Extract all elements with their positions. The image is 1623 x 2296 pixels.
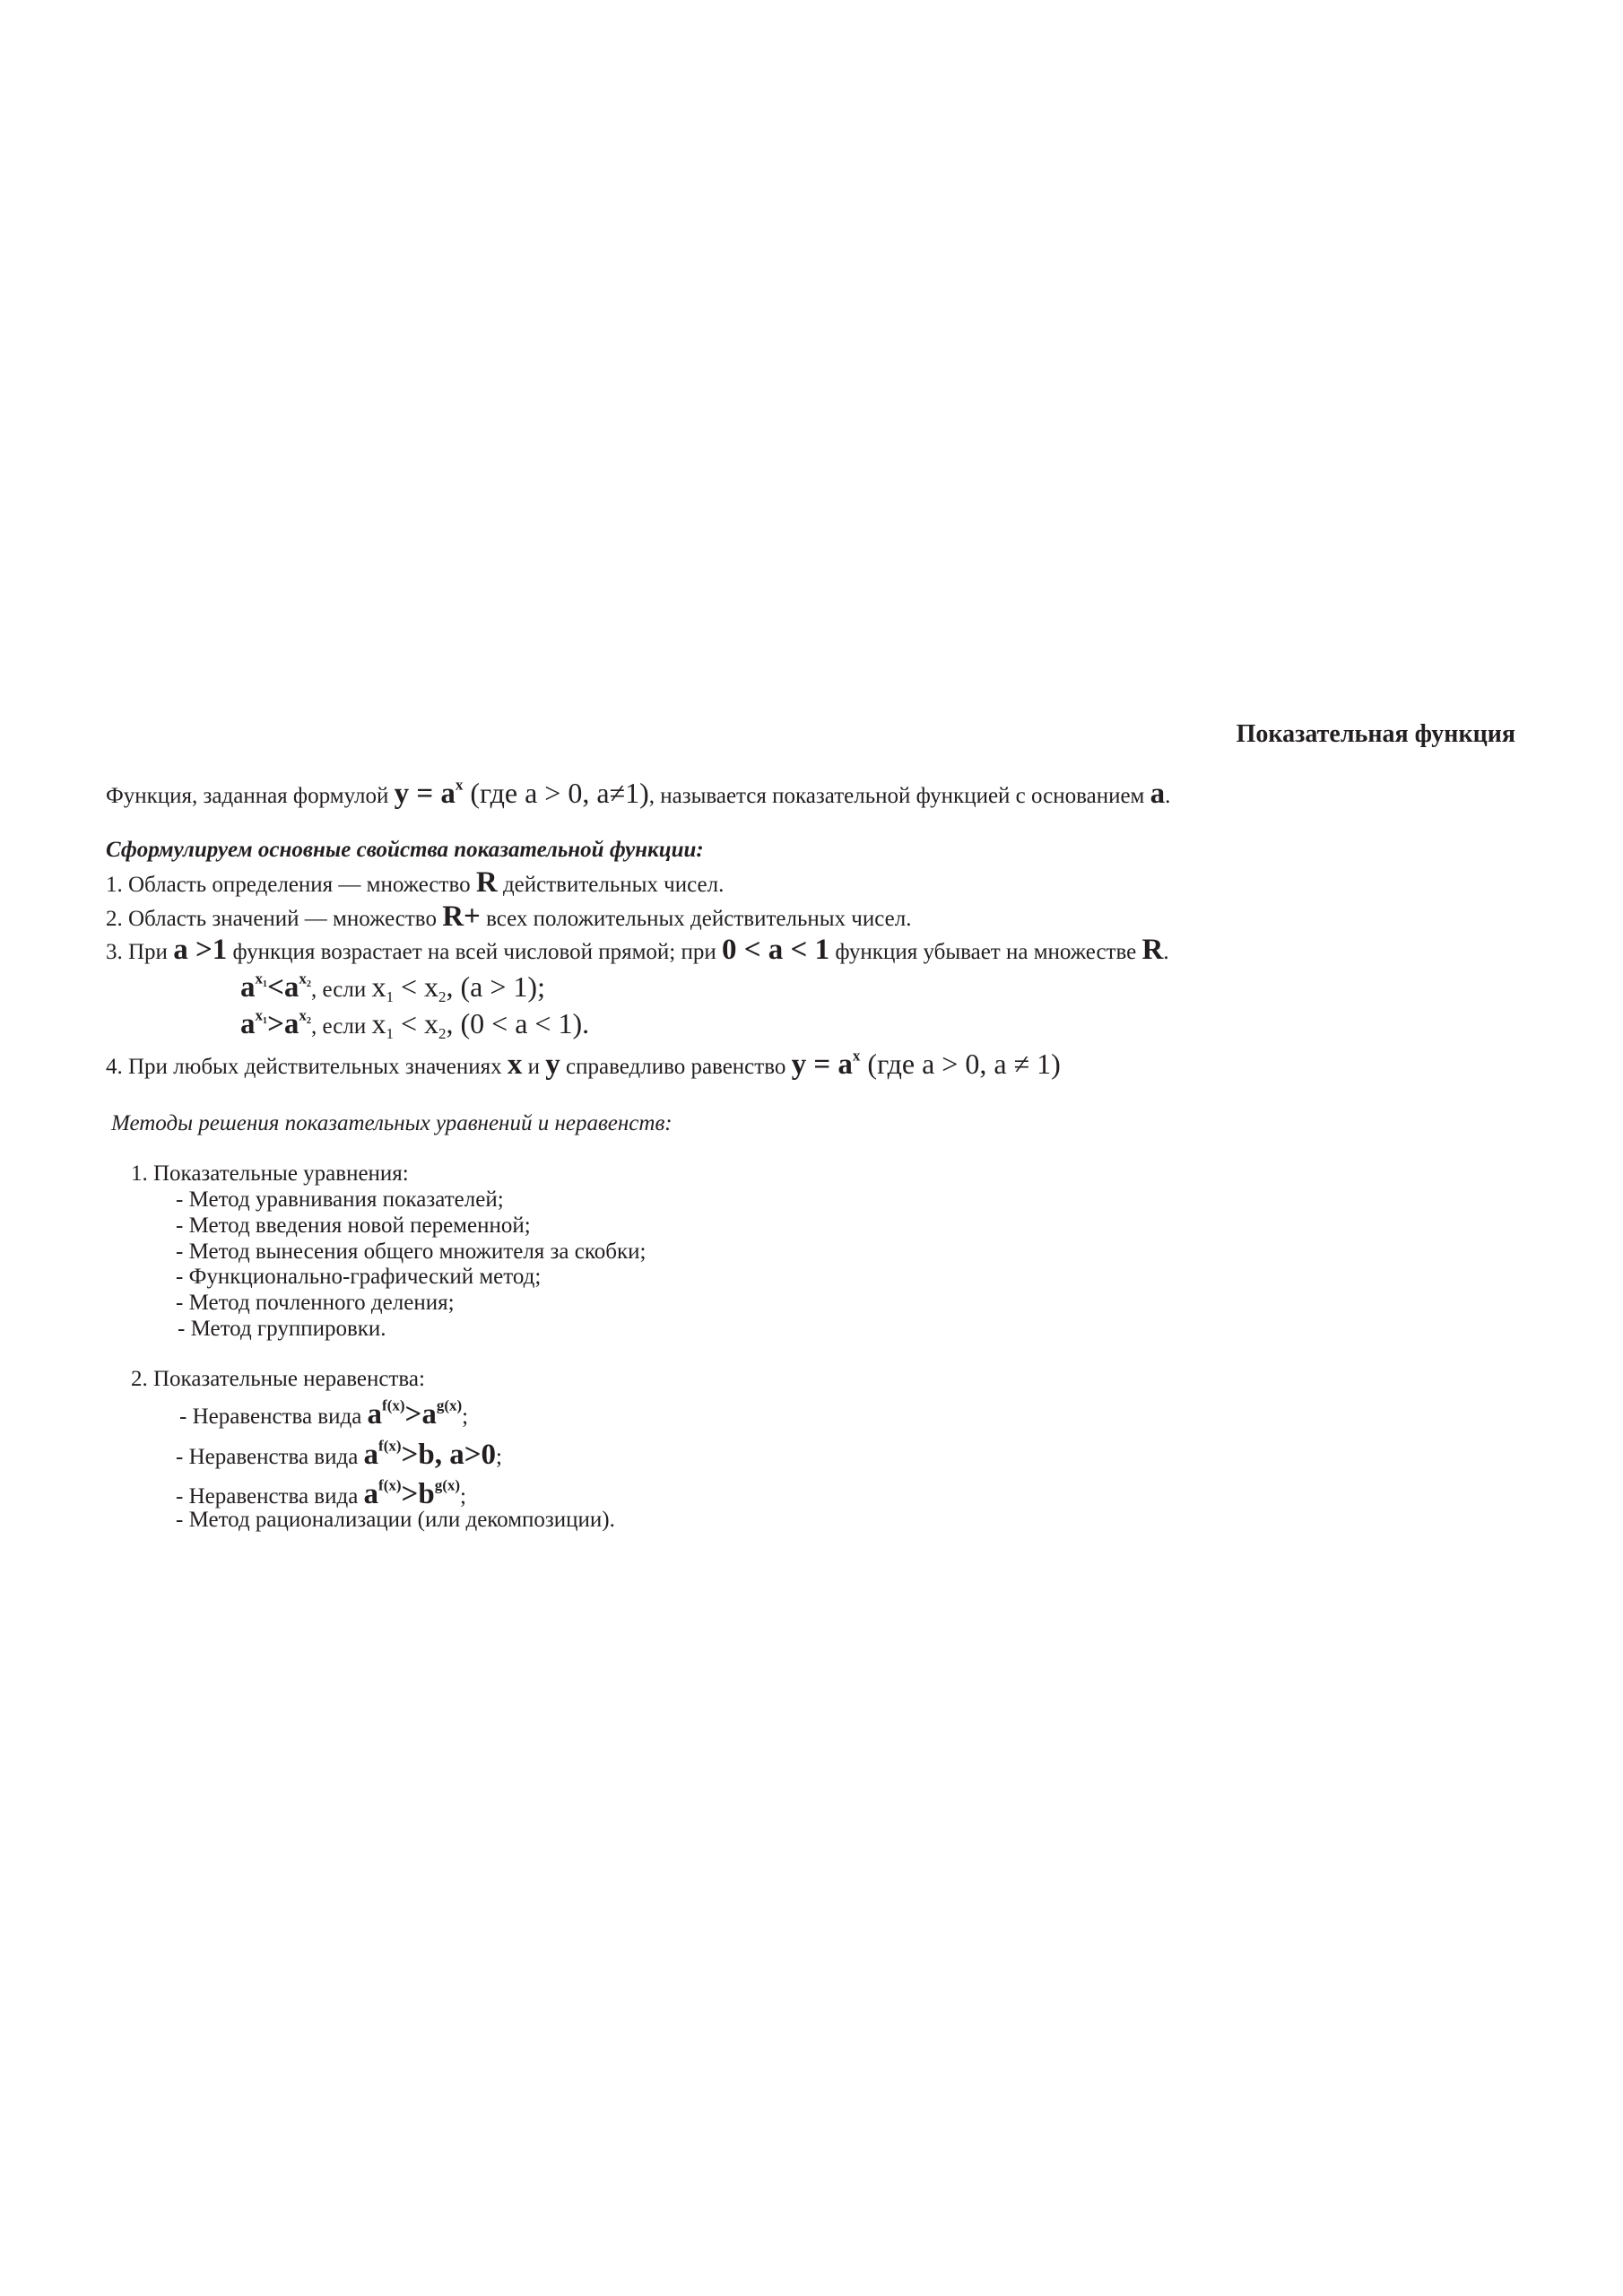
ineq1-cmp: < bbox=[393, 970, 424, 1003]
ineq2-operator: > bbox=[267, 1008, 284, 1040]
property-2 bbox=[106, 902, 911, 932]
inequalities-item-2-end: ; bbox=[496, 1445, 502, 1469]
property-4-and: и bbox=[522, 1055, 546, 1079]
definition-end: . bbox=[1165, 784, 1171, 808]
property-4-prefix: 4. При любых действительных значениях bbox=[106, 1055, 508, 1079]
ineq2-exp1: x₁ bbox=[255, 1006, 268, 1024]
ineq2-x2: x bbox=[424, 1007, 438, 1039]
property-3-end: . bbox=[1163, 940, 1169, 964]
property-3-prefix: 3. При bbox=[106, 940, 174, 964]
ineq1-x2: x bbox=[424, 970, 438, 1003]
property-1-symbol: R bbox=[475, 866, 498, 899]
definition-base: a bbox=[1150, 778, 1166, 810]
ineq2-x2-sub: 2 bbox=[438, 1024, 447, 1042]
property-1 bbox=[106, 868, 724, 898]
ineq2-x1-sub: 1 bbox=[386, 1024, 394, 1042]
equations-item-1: - Метод уравнивания показателей; bbox=[176, 1187, 504, 1212]
property-3-set: R bbox=[1141, 934, 1164, 966]
ineq1-exp2: x₂ bbox=[299, 970, 312, 987]
inequalities-item-1-gx: g(x) bbox=[436, 1396, 463, 1414]
inequalities-item-2-rest: >b, a>0 bbox=[401, 1439, 496, 1471]
ineq1-exp1: x₁ bbox=[255, 970, 268, 987]
inequalities-item-2-text: - Неравенства вида bbox=[176, 1445, 364, 1469]
property-3-mid: функция возрастает на всей числовой прямой; при bbox=[227, 940, 722, 964]
ineq2-mid: , если bbox=[311, 1014, 372, 1039]
property-4-x: x bbox=[507, 1048, 523, 1081]
property-2-tail: всех положительных действительных чисел. bbox=[480, 907, 912, 931]
formula-y: y bbox=[394, 778, 410, 810]
ineq1-base1: a bbox=[240, 971, 256, 1004]
property-4-mid: справедливо равенство bbox=[560, 1055, 792, 1079]
inequalities-item-3-b: b bbox=[418, 1478, 435, 1510]
equations-item-6: - Метод группировки. bbox=[178, 1317, 386, 1341]
property-1-tail: действительных чисел. bbox=[497, 873, 725, 897]
inequalities-item-4: - Метод рационализации (или декомпозиции). bbox=[176, 1508, 615, 1532]
property-4-formula-exp: x bbox=[852, 1047, 861, 1065]
inequalities-item-3-base: a bbox=[363, 1478, 379, 1510]
ineq1-base2: a bbox=[283, 971, 299, 1004]
page-title: Показательная функция bbox=[1236, 720, 1515, 748]
formula-eq: = a bbox=[409, 778, 456, 810]
ineq2-base2: a bbox=[283, 1008, 299, 1040]
property-3 bbox=[106, 935, 1169, 965]
inequalities-item-3-gx: g(x) bbox=[434, 1476, 461, 1494]
property-2-symbol: R+ bbox=[442, 900, 481, 933]
ineq2-cond: , (0 < a < 1). bbox=[446, 1007, 590, 1039]
inequalities-item-1-op: > bbox=[404, 1398, 422, 1431]
equations-item-5: - Метод почленного деления; bbox=[176, 1291, 455, 1315]
ineq1-x1-sub: 1 bbox=[386, 987, 394, 1005]
property-4 bbox=[106, 1049, 1061, 1080]
formula-exponent: x bbox=[455, 776, 464, 794]
inequalities-item-1-base2: a bbox=[421, 1398, 437, 1431]
properties-heading: Сформулируем основные свойства показательной функции: bbox=[106, 838, 704, 862]
ineq1-mid: , если bbox=[311, 978, 372, 1002]
equations-title: 1. Показательные уравнения: bbox=[131, 1161, 409, 1186]
inequalities-item-3-fx: f(x) bbox=[378, 1476, 402, 1494]
ineq1-x1: x bbox=[371, 970, 386, 1003]
inequalities-item-1-fx: f(x) bbox=[382, 1396, 405, 1414]
ineq1-operator: < bbox=[267, 971, 284, 1004]
property-3-cond2: 0 < a < 1 bbox=[721, 934, 830, 966]
ineq2-base1: a bbox=[240, 1008, 256, 1040]
inequality-decreasing bbox=[240, 1006, 590, 1042]
equations-item-2: - Метод введения новой переменной; bbox=[176, 1213, 531, 1238]
ineq2-cmp: < bbox=[393, 1007, 424, 1039]
property-3-cond1: a >1 bbox=[173, 934, 228, 966]
ineq2-x1: x bbox=[371, 1007, 386, 1039]
property-2-text: 2. Область значений — множество bbox=[106, 907, 443, 931]
formula-condition: (где a > 0, a≠1) bbox=[463, 777, 649, 809]
inequalities-item-2-fx: f(x) bbox=[378, 1437, 402, 1455]
inequalities-item-3 bbox=[176, 1476, 466, 1510]
property-4-formula-eq: = a bbox=[806, 1048, 853, 1081]
inequality-increasing bbox=[240, 972, 545, 1003]
equations-item-4: - Функционально-графический метод; bbox=[176, 1265, 542, 1289]
definition-suffix: , называется показательной функцией с основанием bbox=[648, 784, 1150, 808]
property-4-formula-y: y bbox=[791, 1048, 807, 1081]
definition-prefix: Функция, заданная формулой bbox=[106, 784, 395, 808]
inequalities-item-2-base: a bbox=[363, 1439, 379, 1471]
equations-item-3: - Метод вынесения общего множителя за скобки; bbox=[176, 1239, 647, 1264]
inequalities-item-1 bbox=[179, 1396, 469, 1431]
inequalities-item-3-op: > bbox=[401, 1478, 419, 1510]
inequalities-item-1-base: a bbox=[367, 1398, 383, 1431]
inequalities-item-3-end: ; bbox=[460, 1484, 466, 1509]
inequalities-item-1-end: ; bbox=[462, 1405, 469, 1429]
property-3-suffix: функция убывает на множестве bbox=[829, 940, 1142, 964]
definition-line bbox=[106, 778, 1170, 809]
ineq1-x2-sub: 2 bbox=[438, 987, 447, 1005]
property-4-condition: (где a > 0, a ≠ 1) bbox=[860, 1048, 1061, 1080]
methods-heading: Методы решения показательных уравнений и неравенств: bbox=[111, 1111, 673, 1135]
inequalities-item-3-text: - Неравенства вида bbox=[176, 1484, 364, 1509]
property-4-y: y bbox=[545, 1048, 560, 1081]
property-1-text: 1. Область определения — множество bbox=[106, 873, 476, 897]
inequalities-item-1-text: - Неравенства вида bbox=[179, 1405, 368, 1429]
inequalities-item-2 bbox=[176, 1437, 502, 1471]
ineq2-exp2: x₂ bbox=[299, 1006, 312, 1024]
inequalities-title: 2. Показательные неравенства: bbox=[131, 1367, 425, 1391]
ineq1-cond: , (a > 1); bbox=[446, 970, 545, 1003]
